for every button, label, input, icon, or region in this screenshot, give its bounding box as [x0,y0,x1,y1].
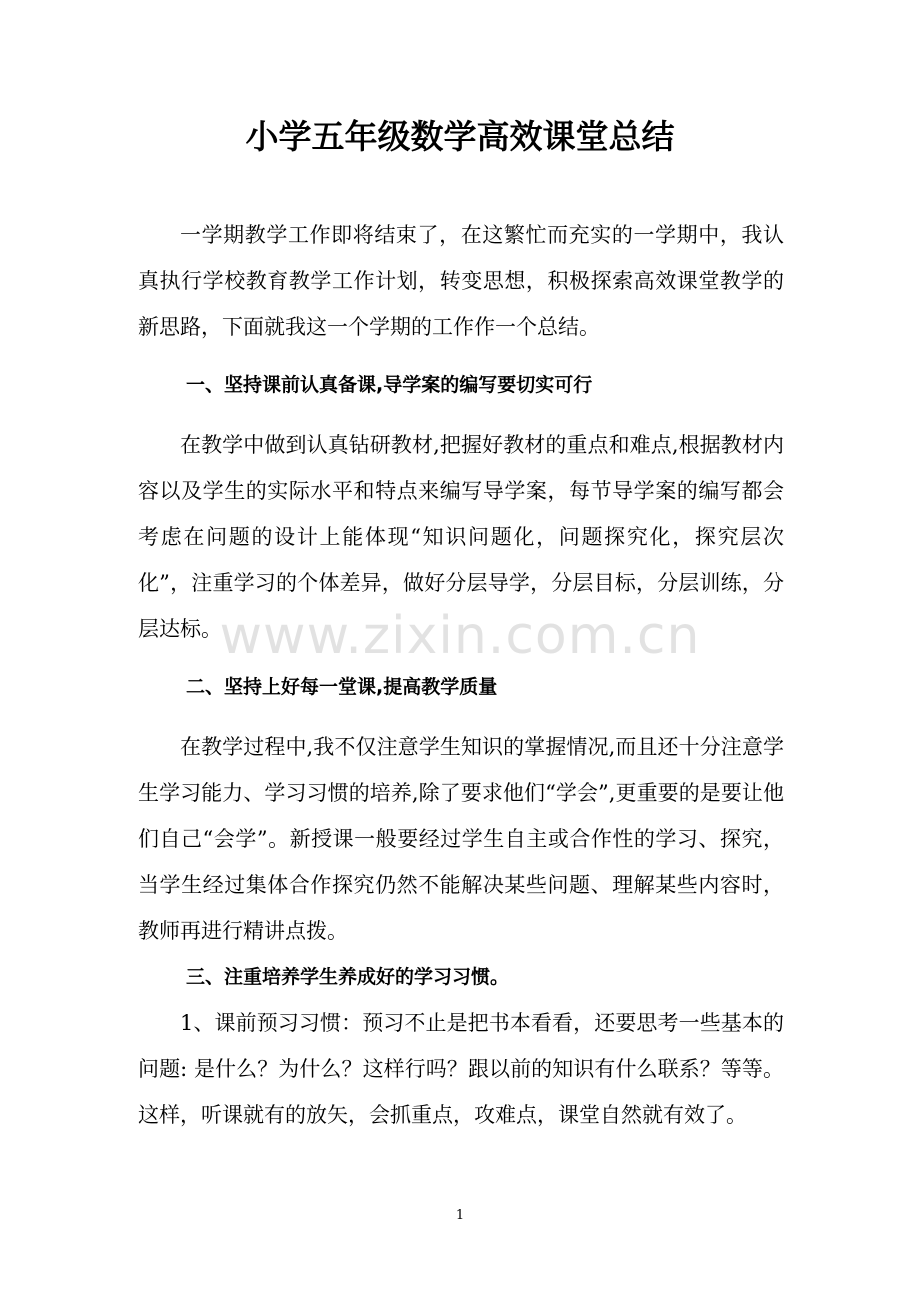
spacer [138,408,784,422]
section-2-paragraph: 在教学过程中,我不仅注意学生知识的掌握情况,而且还十分注意学生学习能力、学习习惯的培养,除了要求他们“学会”,更重要的是要让他们自己“会学”。新授课一般要经过学生自主或合作性的学习、探究，当学生经过集体合作探究仍然不能解决某些问题、理解某些内容时，教师再进行精讲点拨。 [138,735,784,943]
document-title: 小学五年级数学高效课堂总结 [245,117,675,156]
document-body [138,212,784,1138]
section-3-heading: 三、注重培养学生养成好的学习习惯。 [186,966,510,988]
page-number: 1 [455,1208,465,1223]
section-1-paragraph: 在教学中做到认真钻研教材,把握好教材的重点和难点,根据教材内容以及学生的实际水平和特点来编写导学案，每节导学案的编写都会考虑在问题的设计上能体现“知识问题化，问题探究化，探究层次化”，注重学习的个体差异，做好分层导学，分层目标，分层训练，分层达标。 [138,433,784,641]
section-2-heading: 二、坚持上好每一堂课,提高教学质量 [186,676,498,698]
section-3-paragraph: 1、课前预习习惯：预习不止是把书本看看，还要思考一些基本的问题: 是什么？为什么？这样行吗？跟以前的知识有什么联系？等等。这样，听课就有的放矢，会抓重点，攻难点，课堂自然就有效了。 [138,1011,784,1127]
spacer [138,652,784,664]
spacer [138,350,784,362]
spacer [138,710,784,724]
section-1-heading: 一、坚持课前认真备课,导学案的编写要切实可行 [186,374,593,396]
intro-paragraph: 一学期教学工作即将结束了，在这繁忙而充实的一学期中，我认真执行学校教育教学工作计划，转变思想，积极探索高效课堂教学的新思路，下面就我这一个学期的工作作一个总结。 [138,223,784,339]
watermark-text: www.zixin.com.cn [219,606,701,666]
